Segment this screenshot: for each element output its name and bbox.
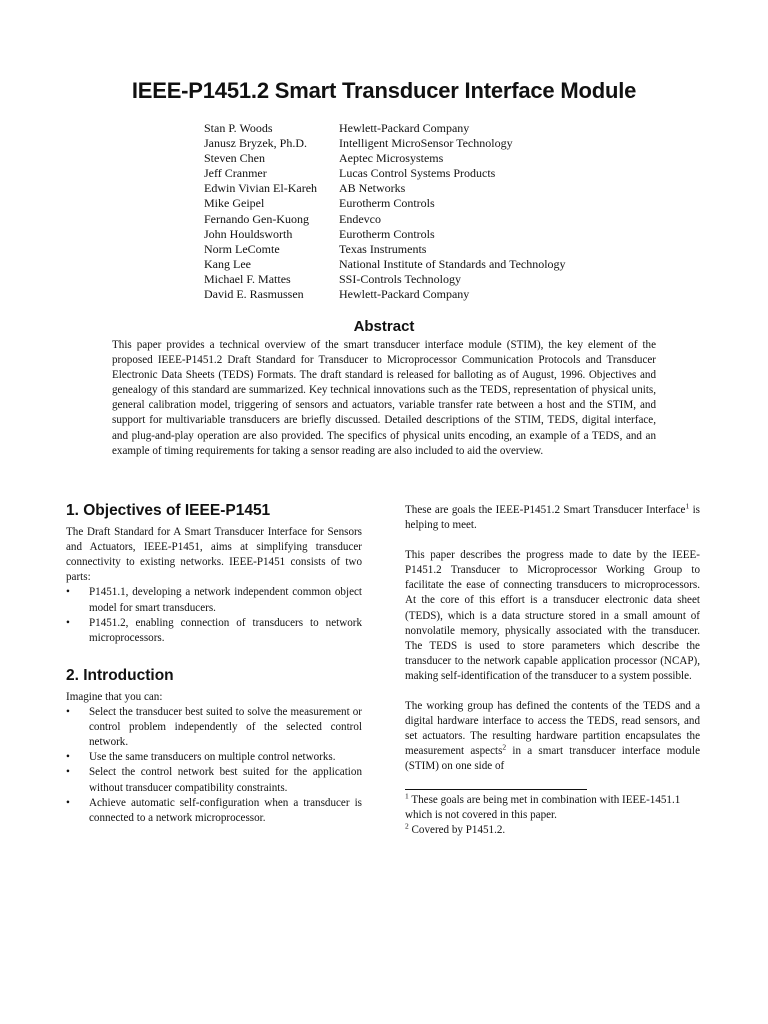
author-row — [204, 136, 566, 151]
author-row — [204, 242, 566, 257]
list-item: • Select the transducer best suited to solve the measurement or control problem independently of the selected control network. — [66, 706, 362, 749]
author-name: Kang Lee — [204, 256, 251, 271]
bullet-icon: • — [66, 706, 70, 719]
bullet-icon: • — [66, 766, 70, 779]
author-name: Norm LeComte — [204, 241, 280, 256]
author-name: Fernando Gen-Kuong — [204, 211, 309, 226]
author-affiliation: SSI-Controls Technology — [339, 271, 461, 286]
bullet-icon: • — [66, 586, 70, 599]
section2-bullet-list — [66, 705, 362, 826]
author-affiliation: Eurotherm Controls — [339, 226, 435, 241]
list-item: • P1451.1, developing a network independent common object model for smart transducers. — [66, 586, 362, 614]
author-row — [204, 166, 566, 181]
right-paragraph-3: The working group has defined the contents of the TEDS and a digital hardware interface to access the TEDS, read sensors, and set actuators. The resulting hardware partition encapsulates the measurement aspects$^2$ in a smart transducer interface module (STIM) on one side of — [405, 700, 700, 773]
footnote-2: $^2$ Covered by P1451.2. — [405, 821, 506, 836]
section1-heading: 1. Objectives of IEEE-P1451 — [66, 502, 271, 519]
paper-title: IEEE-P1451.2 Smart Transducer Interface Module — [131, 78, 637, 103]
author-affiliation: Intelligent MicroSensor Technology — [339, 136, 513, 151]
author-list — [204, 121, 566, 302]
section2-heading: 2. Introduction — [66, 666, 174, 684]
right-column — [405, 503, 700, 838]
section2-intro: Imagine that you can: — [66, 690, 163, 703]
footnote-1: $^1$ These goals are being met in combination with IEEE-1451.1 which is not covered in this paper. — [405, 790, 681, 821]
author-name: Mike Geipel — [204, 196, 265, 211]
author-row — [204, 196, 566, 211]
author-affiliation: Texas Instruments — [339, 241, 427, 256]
author-row — [204, 121, 566, 136]
footnote-ref-1: 1 — [685, 501, 690, 511]
author-name: Michael F. Mattes — [204, 271, 291, 286]
author-row — [204, 151, 566, 166]
footnotes — [405, 790, 700, 838]
footnote-divider — [405, 789, 587, 790]
author-row — [204, 272, 566, 287]
author-name: Jeff Cranmer — [204, 166, 267, 181]
author-affiliation: AB Networks — [339, 181, 406, 196]
author-affiliation: Endevco — [339, 211, 381, 226]
author-row — [204, 227, 566, 242]
author-row — [204, 181, 566, 196]
author-affiliation: Hewlett-Packard Company — [339, 121, 470, 135]
author-affiliation: Aeptec Microsystems — [339, 151, 444, 166]
author-affiliation: Lucas Control Systems Products — [339, 166, 496, 181]
list-item: • Achieve automatic self-configuration when a transducer is connected to a network microprocessor. — [66, 796, 362, 824]
author-row — [204, 287, 566, 302]
author-affiliation: Eurotherm Controls — [339, 196, 435, 211]
right-paragraph-1: These are goals the IEEE-P1451.2 Smart Transducer Interface$^1$ is helping to meet. — [405, 501, 700, 532]
bullet-icon: • — [66, 796, 70, 809]
author-affiliation: National Institute of Standards and Technology — [339, 256, 566, 271]
author-affiliation: Hewlett-Packard Company — [339, 287, 470, 302]
abstract-heading: Abstract — [353, 318, 415, 335]
list-item: • Use the same transducers on multiple control networks. — [66, 750, 362, 765]
bullet-icon: • — [66, 616, 70, 629]
list-item: • Select the control network best suited for the application without transducer compatibility constraints. — [66, 766, 362, 794]
author-row — [204, 212, 566, 227]
abstract-text: This paper provides a technical overview of the smart transducer interface module (STIM), the key element of the proposed IEEE-P1451.2 Draft Standard for Transducer to Microprocessor Communication Protocols and Transducer Electronic Data Sheets (TEDS) Formats. The draft standard is released for balloting as of August, 1996. Objectives and genealogy of this standard are summarized. Key technical innovations such as the TEDS, representation of physical units, general calibration model, triggering of sensors and actuators, variable transfer rate between a host and the STIM, and support for multivariable transducers are briefly discussed. Detailed descriptions of the STIM, TEDS, digital interface, and plug-and-play operation are also provided. The specifics of physical units encoding, an example of a TEDS, and an example of timing requirements for taking a sensor reading are also included to aid the overview. — [112, 339, 656, 457]
section1-intro: The Draft Standard for A Smart Transducer Interface for Sensors and Actuators, IEEE-P1451, aims at simplifying transducer connectivity to existing networks. IEEE-P1451 consists of two parts: — [66, 526, 362, 584]
left-column — [66, 503, 362, 826]
right-paragraph-2: This paper describes the progress made to date by the IEEE-P1451.2 Transducer to Microprocessor Working Group to facilitate the ease of connecting transducers to microprocessors. At the core of this effort is a transducer electronic data sheet (TEDS), which is a data structure stored in a small amount of nonvolatile memory, physically associated with the transducer. The TEDS is used to store parameters which describe the transducer to the network capable application processor (NCAP), making self-identification of the transducer to a system possible. — [405, 549, 700, 682]
author-row — [204, 257, 566, 272]
author-name: David E. Rasmussen — [204, 287, 304, 302]
author-name: Janusz Bryzek, Ph.D. — [204, 136, 307, 151]
section1-bullet-list — [66, 585, 362, 645]
author-name: Steven Chen — [204, 151, 265, 166]
footnote-ref-2: 2 — [502, 742, 507, 752]
list-item: • P1451.2, enabling connection of transducers to network microprocessors. — [66, 616, 362, 644]
author-name: John Houldsworth — [204, 226, 293, 241]
author-name: Edwin Vivian El-Kareh — [204, 181, 318, 196]
bullet-icon: • — [66, 751, 70, 764]
author-name: Stan P. Woods — [204, 121, 273, 135]
